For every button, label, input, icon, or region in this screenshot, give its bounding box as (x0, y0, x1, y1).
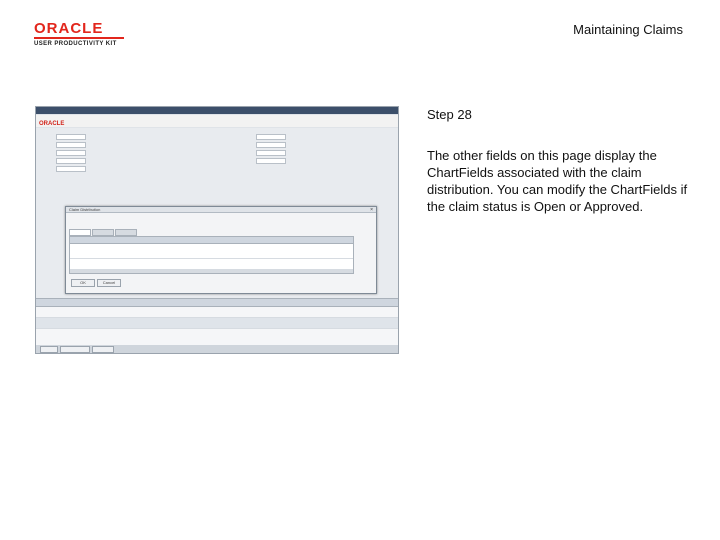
modal-tabs (69, 229, 138, 235)
modal-fields (66, 213, 376, 227)
app-header (36, 115, 398, 127)
table-row[interactable] (36, 307, 398, 318)
app-logo: ORACLE (39, 121, 65, 127)
application-screenshot (35, 106, 399, 354)
tab-other[interactable] (115, 229, 137, 236)
form-field (56, 166, 86, 171)
logo-wordmark: ORACLE (34, 20, 104, 37)
ok-button[interactable]: OK (71, 279, 95, 287)
form-field (256, 150, 286, 155)
save-button[interactable] (40, 346, 58, 353)
app-body (36, 128, 398, 353)
oracle-upk-logo (34, 22, 126, 47)
table-row[interactable] (70, 244, 353, 259)
close-icon[interactable]: × (370, 207, 373, 213)
form-field (56, 158, 86, 163)
tab-general[interactable] (69, 229, 91, 236)
form-field (56, 142, 86, 147)
form-field (56, 134, 86, 139)
claim-distribution-modal (65, 206, 377, 294)
form-field (256, 134, 286, 139)
logo-rule (34, 37, 124, 39)
page-title: Maintaining Claims (573, 22, 683, 37)
grid-header (36, 299, 398, 307)
table-row[interactable] (36, 318, 398, 329)
distribution-table (69, 236, 354, 274)
cancel-button[interactable]: Cancel (97, 279, 121, 287)
modal-title: Claim Distribution (66, 207, 376, 213)
apply-button[interactable] (92, 346, 114, 353)
form-field (256, 158, 286, 163)
refresh-button[interactable] (60, 346, 90, 353)
form-field (56, 150, 86, 155)
logo-subtitle: USER PRODUCTIVITY KIT (34, 41, 117, 47)
step-label: Step 28 (427, 107, 472, 122)
app-nav-bar (36, 107, 398, 114)
step-description: The other fields on this page display the ChartFields associated with the claim distribution. You can modify the ChartFields if the claim status is Open or Approved. (427, 148, 688, 214)
form-field (256, 142, 286, 147)
distribution-table-header (70, 237, 353, 244)
tab-chartfields[interactable] (92, 229, 114, 236)
horizontal-scrollbar[interactable] (70, 269, 353, 273)
app-footer-toolbar (36, 345, 398, 353)
